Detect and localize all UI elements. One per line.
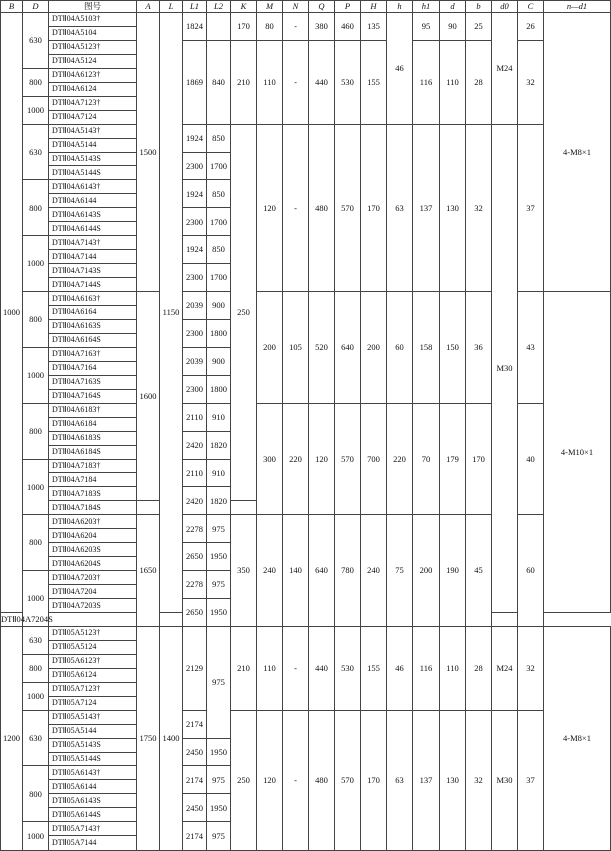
table-cell: 32: [466, 710, 492, 850]
table-cell: DTⅡ04A7164: [49, 361, 137, 375]
table-cell: 110: [257, 626, 283, 710]
table-cell: M30: [492, 124, 518, 612]
table-cell: DTⅡ04A7183S: [49, 487, 137, 501]
table-cell: 480: [309, 710, 335, 850]
table-cell: 2300: [183, 319, 207, 347]
table-cell: 1950: [207, 599, 231, 627]
table-cell: DTⅡ04A5143S: [49, 152, 137, 166]
table-cell: 1869: [183, 40, 207, 124]
col-header-d0: d0: [492, 1, 518, 13]
table-cell: DTⅡ04A7204S: [1, 612, 23, 626]
table-cell: 130: [440, 710, 466, 850]
table-cell: 1400: [160, 626, 183, 850]
table-cell: DTⅡ04A6143S: [49, 208, 137, 222]
table-cell: DTⅡ05A5123†: [49, 626, 137, 640]
table-cell: 37: [518, 124, 544, 291]
table-cell: DTⅡ05A7124: [49, 696, 137, 710]
table-cell: 1950: [207, 543, 231, 571]
table-cell: 116: [413, 40, 440, 124]
table-cell: 570: [335, 124, 361, 291]
table-cell: 28: [466, 40, 492, 124]
table-cell: 800: [23, 180, 49, 236]
table-cell: 850: [207, 180, 231, 208]
col-header-h: h: [387, 1, 413, 13]
table-cell: 32: [518, 40, 544, 124]
table-cell: 1924: [183, 180, 207, 208]
table-cell: 4-M10×1: [544, 292, 611, 613]
table-cell: 150: [440, 292, 466, 404]
table-cell: 120: [257, 710, 283, 850]
table-cell: 640: [309, 515, 335, 627]
table-cell: 1800: [207, 375, 231, 403]
table-cell: 1000: [23, 96, 49, 124]
table-cell: 2420: [183, 487, 207, 515]
table-cell: 37: [518, 710, 544, 850]
table-cell: DTⅡ04A5143†: [49, 124, 137, 138]
table-cell: 220: [283, 403, 309, 515]
table-cell: DTⅡ04A5144: [49, 138, 137, 152]
table-cell: 1150: [160, 13, 183, 613]
table-body: [1, 13, 611, 851]
table-cell: 32: [518, 626, 544, 710]
table-cell: 850: [207, 236, 231, 264]
table-cell: 4-M8×1: [544, 13, 611, 292]
table-cell: 1924: [183, 236, 207, 264]
table-cell: DTⅡ04A7203S: [49, 599, 137, 613]
table-row: [1, 515, 611, 529]
col-header-d-lower: d: [440, 1, 466, 13]
table-cell: DTⅡ04A6183†: [49, 403, 137, 417]
table-cell: 130: [440, 124, 466, 291]
table-cell: 1000: [23, 459, 49, 515]
table-row: [1, 710, 611, 724]
table-cell: DTⅡ04A5104: [49, 26, 137, 40]
col-header-a: A: [137, 1, 160, 13]
table-cell: 179: [440, 403, 466, 515]
table-cell: 460: [335, 13, 361, 41]
table-cell: M30: [492, 710, 518, 850]
table-cell: DTⅡ04A6164: [49, 306, 137, 320]
table-cell: 60: [387, 292, 413, 404]
table-cell: 1200: [1, 626, 23, 850]
table-cell: DTⅡ04A6163†: [49, 292, 137, 306]
table-cell: 120: [309, 403, 335, 515]
table-cell: DTⅡ04A6184S: [49, 445, 137, 459]
table-cell: 110: [440, 40, 466, 124]
table-cell: 2174: [183, 710, 207, 738]
table-cell: 900: [207, 292, 231, 320]
table-cell: DTⅡ05A5124: [49, 640, 137, 654]
col-header-c: C: [518, 1, 544, 13]
table-cell: 440: [309, 626, 335, 710]
table-cell: -: [283, 626, 309, 710]
table-cell: 46: [387, 13, 413, 125]
table-cell: 1950: [207, 794, 231, 822]
table-cell: 1800: [207, 319, 231, 347]
table-cell: 1700: [207, 208, 231, 236]
table-cell: 900: [207, 347, 231, 375]
col-header-p: P: [335, 1, 361, 13]
col-header-n-d1: n—d1: [544, 1, 611, 13]
table-cell: DTⅡ04A6124: [49, 82, 137, 96]
table-cell: DTⅡ04A5123†: [49, 40, 137, 54]
table-cell: 480: [309, 124, 335, 291]
table-cell: 2110: [183, 459, 207, 487]
table-cell: 975: [207, 515, 231, 543]
table-cell: 1000: [23, 571, 49, 627]
table-cell: DTⅡ04A6183S: [49, 431, 137, 445]
table-cell: DTⅡ04A6123†: [49, 68, 137, 82]
table-cell: 170: [361, 124, 387, 291]
table-cell: 240: [361, 515, 387, 627]
table-cell: -: [283, 124, 309, 291]
table-cell: 95: [413, 13, 440, 41]
table-cell: 1824: [183, 13, 207, 41]
table-cell: 200: [413, 515, 440, 627]
table-cell: 155: [361, 40, 387, 124]
table-cell: -: [283, 710, 309, 850]
table-cell: 28: [466, 626, 492, 710]
table-cell: 2300: [183, 208, 207, 236]
table-row: [1, 40, 611, 54]
table-cell: DTⅡ05A6124: [49, 668, 137, 682]
table-cell: 1820: [207, 487, 231, 515]
table-cell: 1000: [1, 13, 23, 613]
table-cell: DTⅡ05A6143S: [49, 794, 137, 808]
col-header-d: D: [23, 1, 49, 13]
table-cell: DTⅡ05A6123†: [49, 654, 137, 668]
table-cell: 240: [257, 515, 283, 627]
table-cell: 975: [207, 766, 231, 794]
table-cell: DTⅡ04A7123†: [49, 96, 137, 110]
table-cell: 2110: [183, 403, 207, 431]
table-cell: 140: [283, 515, 309, 627]
table-cell: DTⅡ05A6143†: [49, 766, 137, 780]
table-cell: 116: [413, 626, 440, 710]
table-cell: 250: [231, 710, 257, 850]
table-cell: 1750: [137, 626, 160, 850]
col-header-m: M: [257, 1, 283, 13]
table-cell: 2300: [183, 264, 207, 292]
table-cell: 1000: [23, 822, 49, 851]
col-header-b-lower: b: [466, 1, 492, 13]
table-cell: 975: [207, 571, 231, 599]
table-cell: [207, 13, 231, 41]
table-cell: DTⅡ04A6204: [49, 529, 137, 543]
table-cell: DTⅡ04A7163S: [49, 375, 137, 389]
table-cell: 1000: [23, 236, 49, 292]
table-cell: 1950: [207, 738, 231, 766]
table-cell: 158: [413, 292, 440, 404]
table-cell: DTⅡ04A6204S: [49, 557, 137, 571]
table-cell: DTⅡ04A7124: [49, 110, 137, 124]
table-cell: DTⅡ05A7123†: [49, 682, 137, 696]
table-cell: 630: [23, 13, 49, 69]
table-cell: DTⅡ05A7144: [49, 836, 137, 851]
table-cell: 170: [466, 403, 492, 515]
table-cell: 800: [23, 292, 49, 348]
table-cell: 2650: [183, 543, 207, 571]
table-cell: 210: [231, 40, 257, 124]
table-cell: M24: [492, 13, 518, 125]
table-cell: 220: [387, 403, 413, 515]
table-cell: DTⅡ04A7144: [49, 250, 137, 264]
table-cell: 800: [23, 68, 49, 96]
table-cell: DTⅡ05A7143†: [49, 822, 137, 836]
table-cell: 800: [23, 515, 49, 571]
table-cell: 640: [335, 292, 361, 404]
table-cell: 137: [413, 710, 440, 850]
table-cell: 40: [518, 403, 544, 515]
table-cell: 800: [23, 654, 49, 682]
table-cell: 155: [361, 626, 387, 710]
table-cell: DTⅡ04A6144S: [49, 222, 137, 236]
table-cell: 63: [387, 124, 413, 291]
table-cell: 630: [23, 626, 49, 654]
table-cell: DTⅡ05A5144S: [49, 752, 137, 766]
table-cell: 2174: [183, 766, 207, 794]
table-row: [1, 626, 611, 640]
table-cell: 200: [361, 292, 387, 404]
table-cell: 170: [231, 13, 257, 41]
table-cell: 2039: [183, 347, 207, 375]
table-cell: 2278: [183, 515, 207, 543]
table-cell: 105: [283, 292, 309, 404]
table-row: [1, 292, 611, 306]
table-cell: 2039: [183, 292, 207, 320]
table-cell: 46: [387, 626, 413, 710]
table-cell: 210: [231, 626, 257, 710]
col-header-b: B: [1, 1, 23, 13]
table-cell: 520: [309, 292, 335, 404]
table-cell: DTⅡ04A7143S: [49, 264, 137, 278]
table-cell: 1600: [137, 292, 160, 501]
table-cell: DTⅡ04A7203†: [49, 571, 137, 585]
table-cell: 1700: [207, 152, 231, 180]
table-cell: 1924: [183, 124, 207, 152]
table-cell: 840: [207, 40, 231, 124]
table-cell: 137: [413, 124, 440, 291]
table-cell: 70: [413, 403, 440, 515]
table-cell: DTⅡ04A6184: [49, 417, 137, 431]
table-cell: 2300: [183, 152, 207, 180]
table-cell: DTⅡ05A5144: [49, 724, 137, 738]
table-cell: DTⅡ05A5143S: [49, 738, 137, 752]
table-cell: 910: [207, 403, 231, 431]
table-cell: 135: [361, 13, 387, 41]
table-cell: DTⅡ04A7163†: [49, 347, 137, 361]
col-header-l: L: [160, 1, 183, 13]
table-cell: DTⅡ04A7143†: [49, 236, 137, 250]
table-cell: 4-M8×1: [544, 626, 611, 850]
table-cell: 26: [518, 13, 544, 41]
table-cell: DTⅡ04A7183†: [49, 459, 137, 473]
header-row: [1, 1, 611, 13]
table-cell: -: [283, 13, 309, 41]
table-cell: DTⅡ04A7144S: [49, 278, 137, 292]
table-cell: 530: [335, 40, 361, 124]
table-cell: 850: [207, 124, 231, 152]
table-cell: 2174: [183, 822, 207, 851]
table-cell: 570: [335, 403, 361, 515]
table-cell: 190: [440, 515, 466, 627]
table-cell: 75: [387, 515, 413, 627]
table-cell: DTⅡ04A6144: [49, 194, 137, 208]
table-cell: 60: [518, 515, 544, 627]
table-cell: 45: [466, 515, 492, 627]
table-cell: 25: [466, 13, 492, 41]
table-cell: 350: [231, 515, 257, 627]
table-cell: DTⅡ04A7184: [49, 473, 137, 487]
table-cell: 780: [335, 515, 361, 627]
table-cell: 380: [309, 13, 335, 41]
table-cell: 975: [207, 822, 231, 851]
table-cell: DTⅡ04A6203†: [49, 515, 137, 529]
table-cell: 43: [518, 292, 544, 404]
table-cell: 1650: [137, 515, 160, 627]
table-cell: 1820: [207, 431, 231, 459]
table-cell: 2450: [183, 794, 207, 822]
table-cell: 630: [23, 124, 49, 180]
table-cell: 700: [361, 403, 387, 515]
table-cell: M24: [492, 626, 518, 710]
table-cell: DTⅡ05A6144: [49, 780, 137, 794]
table-cell: 1000: [23, 347, 49, 403]
table-cell: DTⅡ04A5144S: [49, 166, 137, 180]
table-cell: 90: [440, 13, 466, 41]
table-cell: DTⅡ04A7204: [49, 585, 137, 599]
table-cell: DTⅡ04A5103†: [49, 13, 137, 27]
table-cell: -: [283, 40, 309, 124]
table-row: [1, 124, 611, 138]
table-cell: DTⅡ04A6164S: [49, 333, 137, 347]
table-cell: 800: [23, 403, 49, 459]
table-cell: 2420: [183, 431, 207, 459]
table-cell: 975: [207, 626, 231, 738]
table-cell: 170: [361, 710, 387, 850]
table-cell: DTⅡ04A6163S: [49, 319, 137, 333]
col-header-q: Q: [309, 1, 335, 13]
table-cell: 300: [257, 403, 283, 515]
col-header-drawing-no: 图号: [49, 1, 137, 13]
table-cell: 63: [387, 710, 413, 850]
col-header-l2: L2: [207, 1, 231, 13]
col-header-h1: h1: [413, 1, 440, 13]
table-cell: 80: [257, 13, 283, 41]
table-cell: 910: [207, 459, 231, 487]
table-cell: 440: [309, 40, 335, 124]
table-cell: 110: [440, 626, 466, 710]
table-cell: 250: [231, 124, 257, 501]
table-cell: 1700: [207, 264, 231, 292]
table-cell: DTⅡ04A6203S: [49, 543, 137, 557]
table-cell: 2129: [183, 626, 207, 710]
col-header-h-upper: H: [361, 1, 387, 13]
table-cell: 570: [335, 710, 361, 850]
table-cell: DTⅡ05A6144S: [49, 808, 137, 822]
table-cell: 530: [335, 626, 361, 710]
table-cell: 36: [466, 292, 492, 404]
table-cell: 1000: [23, 682, 49, 710]
table-cell: 1500: [137, 13, 160, 292]
table-cell: 2450: [183, 738, 207, 766]
table-cell: DTⅡ04A6143†: [49, 180, 137, 194]
table-row: [1, 403, 611, 417]
table-cell: 2278: [183, 571, 207, 599]
col-header-l1: L1: [183, 1, 207, 13]
table-row: [1, 13, 611, 27]
table-cell: 32: [466, 124, 492, 291]
table-cell: 120: [257, 124, 283, 291]
table-cell: DTⅡ04A7184S: [49, 501, 137, 515]
table-cell: 2300: [183, 375, 207, 403]
table-cell: 110: [257, 40, 283, 124]
col-header-k: K: [231, 1, 257, 13]
table-cell: 200: [257, 292, 283, 404]
table-cell: 2650: [183, 599, 207, 627]
table-cell: 630: [23, 710, 49, 766]
table-cell: DTⅡ04A7164S: [49, 389, 137, 403]
table-cell: 800: [23, 766, 49, 822]
col-header-n: N: [283, 1, 309, 13]
table-cell: DTⅡ05A5143†: [49, 710, 137, 724]
table-cell: DTⅡ04A5124: [49, 54, 137, 68]
